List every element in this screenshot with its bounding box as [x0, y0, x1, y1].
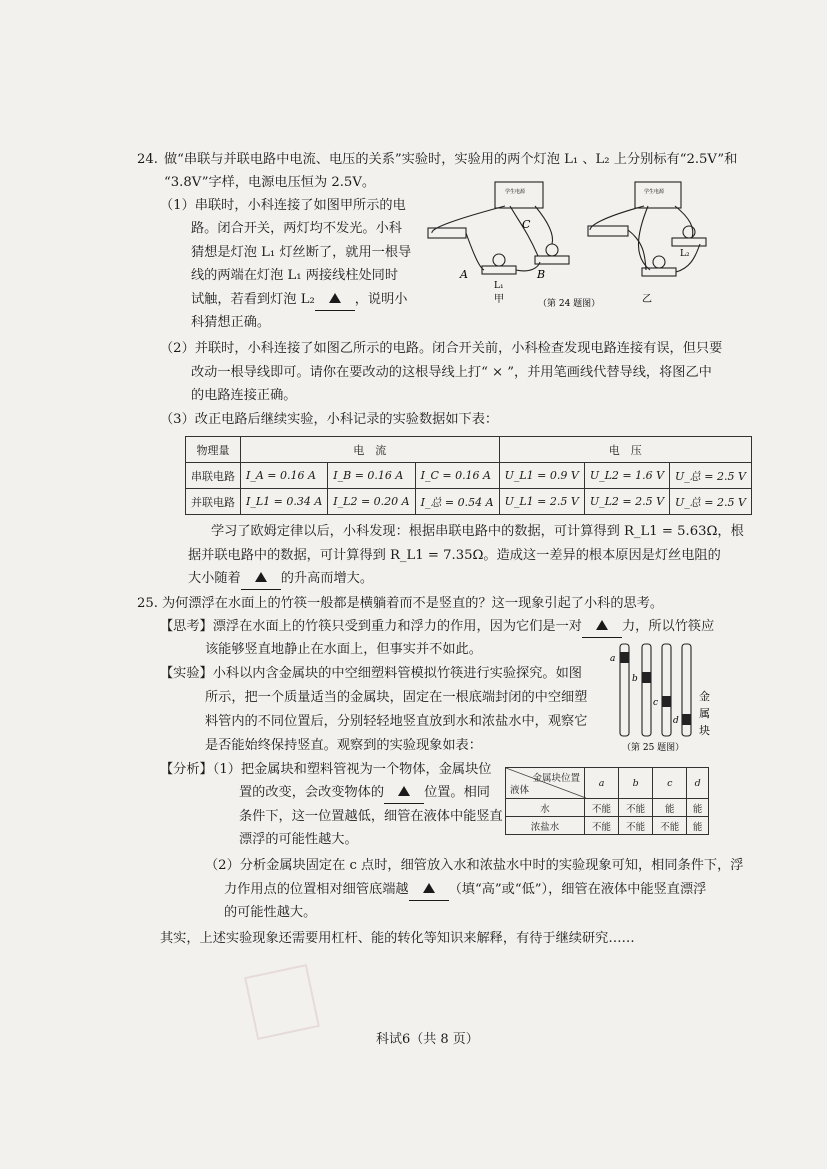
corner-bottom: 液体: [510, 785, 530, 796]
table-cell: 能: [687, 799, 709, 817]
table-row: [186, 489, 752, 515]
triangle-icon: [398, 786, 410, 796]
row-label: 串联电路: [186, 463, 241, 489]
label-lamp-l2: L₂: [680, 249, 690, 259]
col-header: d: [687, 768, 709, 799]
table-row: [506, 799, 709, 817]
label-point-b: B: [537, 268, 546, 281]
q24-part1-line5: [191, 290, 408, 311]
row-label: 浓盐水: [506, 817, 585, 835]
side-label-3: 块: [699, 724, 710, 737]
table-cell: U_L1 = 2.5 V: [499, 489, 584, 515]
q24-part2-line3: 的电路连接正确。: [191, 388, 297, 403]
label-meter-jia: 学生电源: [505, 189, 526, 195]
q24-after-line1: 学习了欧姆定律以后，小科发现：根据串联电路中的数据，可计算得到 R_L1 = 5.63Ω，根: [211, 524, 744, 539]
table-cell: U_L1 = 0.9 V: [499, 463, 584, 489]
metal-block-b: [642, 672, 651, 683]
figure25-caption: （第 25 题图）: [622, 743, 685, 753]
q24-after-line3: [188, 569, 373, 590]
label-b: b: [632, 674, 638, 684]
q24-part1-line5-b: ，说明小: [354, 292, 408, 307]
table-cell: 不能: [653, 817, 687, 835]
label-meter-yi: 学生电源: [644, 189, 665, 195]
answer-blank[interactable]: [582, 617, 622, 638]
q24-part3-line1: （3）改正电路后继续实验，小科记录的实验数据如下表：: [160, 412, 499, 427]
q25-stem: 为何漂浮在水面上的竹筷一般都是横躺着而不是竖直的？这一现象引起了小科的思考。: [162, 596, 664, 611]
table-cell: 不能: [585, 817, 619, 835]
watermark-stamp: [244, 964, 320, 1040]
table-header-row: [506, 768, 709, 799]
side-label-2: 属: [699, 707, 710, 720]
q24-after-line3-b: 的升高而增大。: [280, 571, 374, 586]
answer-blank[interactable]: [315, 290, 355, 311]
q25-ana2-line2-a: 力作用点的位置相对细管底端越: [224, 882, 409, 897]
table-cell: I_总 = 0.54 A: [415, 489, 499, 515]
q25-result-table: [505, 767, 709, 835]
label-a: a: [610, 654, 616, 664]
q24-stem-line1: 做“串联与并联电路中电流、电压的关系”实验时，实验用的两个灯泡 L₁ 、L₂ 上分别标有“2.5V”和: [164, 152, 738, 167]
q24-part1-line6: 科猜想正确。: [191, 315, 271, 330]
table-cell: 不能: [619, 817, 653, 835]
q25-think-line1: [160, 617, 714, 638]
q25-ana-line4: 漂浮的可能性越大。: [239, 832, 358, 847]
triangle-icon: [255, 572, 267, 582]
q25-exp-line2: 所示，把一个质量适当的金属块，固定在一根底端封闭的中空细塑: [205, 690, 588, 705]
table-header-row: [186, 437, 752, 463]
q25-think-line1-a: 【思考】漂浮在水面上的竹筷只受到重力和浮力的作用，因为它们是一对: [160, 619, 582, 634]
table-cell: I_L2 = 0.20 A: [328, 489, 415, 515]
tube-b: [642, 644, 651, 736]
header-cell: 物理量: [186, 437, 241, 463]
table-cell: 能: [687, 817, 709, 835]
table-cell: I_L1 = 0.34 A: [241, 489, 328, 515]
table-cell: I_A = 0.16 A: [241, 463, 328, 489]
header-cell: 电 流: [241, 437, 500, 463]
table-cell: U_总 = 2.5 V: [670, 489, 752, 515]
metal-block-d: [682, 714, 691, 725]
header-cell: 电 压: [499, 437, 751, 463]
table-cell: 能: [653, 799, 687, 817]
answer-blank[interactable]: [241, 569, 281, 590]
q25-ana2-line2: [224, 880, 706, 901]
table-cell: U_L2 = 2.5 V: [584, 489, 669, 515]
row-label: 水: [506, 799, 585, 817]
q25-number: 25.: [137, 596, 158, 611]
q25-ana-line2-a: 置的改变，会改变物体的: [239, 785, 385, 800]
q25-ana2-line2-b: （填“高”或“低”），细管在液体中能竖直漂浮: [448, 882, 707, 897]
q25-exp-line1: 【实验】小科以内含金属块的中空细塑料管模拟竹筷进行实验探究。如图: [160, 666, 582, 681]
label-d: d: [673, 716, 679, 726]
power-supply-jia: [495, 182, 543, 208]
q25-think-line1-b: 力，所以竹筷应: [622, 619, 715, 634]
triangle-icon: [596, 620, 608, 630]
triangle-icon: [423, 883, 435, 893]
table-cell: I_C = 0.16 A: [415, 463, 499, 489]
col-header: a: [585, 768, 619, 799]
col-header: c: [653, 768, 687, 799]
q25-ana-line1: 【分析】（1）把金属块和塑料管视为一个物体，金属块位: [160, 762, 492, 777]
table-cell: 不能: [585, 799, 619, 817]
q25-closing: 其实，上述实验现象还需要用杠杆、能的转化等知识来解释，有待于继续研究……: [160, 931, 635, 946]
q24-part1-line5-a: 试触，若看到灯泡 L₂: [191, 292, 315, 307]
q24-part1-line2: 路。闭合开关，两灯均不发光。小科: [191, 221, 402, 236]
table-cell: U_总 = 2.5 V: [670, 463, 752, 489]
table-cell: 不能: [619, 799, 653, 817]
figure24-caption: （第 24 题图）: [538, 299, 601, 309]
tube-c: [662, 644, 671, 736]
label-point-c: C: [522, 218, 531, 231]
q24-number: 24.: [137, 152, 158, 167]
q25-ana2-line3: 的可能性越大。: [224, 905, 317, 920]
power-supply-yi: [635, 182, 681, 208]
q25-ana2-line1: （2）分析金属块固定在 c 点时，细管放入水和浓盐水中时的实验现象可知，相同条件下，浮: [205, 858, 744, 873]
side-label-1: 金: [699, 690, 710, 703]
table-cell: U_L2 = 1.6 V: [584, 463, 669, 489]
table-cell: I_B = 0.16 A: [328, 463, 415, 489]
col-header: b: [619, 768, 653, 799]
triangle-icon: [329, 293, 341, 303]
metal-block-c: [662, 696, 671, 707]
q24-after-line2: 据并联电路中的数据，可计算得到 R_L1 = 7.35Ω。造成这一差异的根本原因是灯丝电阻的: [188, 548, 721, 563]
metal-block-a: [620, 652, 629, 663]
q25-exp-line3: 料管内的不同位置后，分别轻轻地竖直放到水和浓盐水中，观察它: [205, 714, 588, 729]
q24-data-table: [185, 436, 752, 515]
q24-stem-line2: “3.8V”字样，电源电压恒为 2.5V。: [164, 175, 376, 190]
label-lamp-l1: L₁: [494, 281, 504, 291]
label-yi: 乙: [642, 294, 652, 305]
table-row: [506, 817, 709, 835]
q25-ana-line3: 条件下，这一位置越低，细管在液体中能竖直: [239, 809, 503, 824]
answer-blank[interactable]: [409, 880, 449, 901]
q25-ana-line2: [239, 783, 490, 804]
page-footer: 科试6（共 8 页）: [376, 1032, 479, 1047]
label-c: c: [653, 698, 659, 708]
q24-part2-line2: 改动一根导线即可。请你在要改动的这根导线上打“ × ”，并用笔画线代替导线，将图乙中: [191, 365, 712, 380]
q24-circuit-figure: [420, 178, 720, 318]
answer-blank[interactable]: [384, 783, 424, 804]
q24-after-line3-a: 大小随着: [188, 571, 241, 586]
label-point-a: A: [460, 268, 468, 281]
q24-part1-line1: （1）串联时，小科连接了如图甲所示的电: [160, 198, 406, 213]
q24-part1-line3: 猜想是灯泡 L₁ 灯丝断了，就用一根导: [191, 245, 412, 260]
row-label: 并联电路: [186, 489, 241, 515]
q25-tube-figure: [608, 640, 718, 755]
table-row: [186, 463, 752, 489]
q24-part1-line4: 线的两端在灯泡 L₁ 两接线柱处同时: [191, 268, 399, 283]
q24-part2-line1: （2）并联时，小科连接了如图乙所示的电路。闭合开关前，小科检查发现电路连接有误，但只要: [160, 341, 723, 356]
label-jia: 甲: [494, 294, 504, 305]
q25-exp-line4: 是否能始终保持竖直。观察到的实验现象如表：: [205, 738, 482, 753]
q25-think-line2: 该能够竖直地静止在水面上，但事实并不如此。: [205, 642, 482, 657]
q25-ana-line2-b: 位置。相同: [424, 785, 490, 800]
corner-top: 金属块位置: [532, 773, 580, 784]
corner-cell: [506, 768, 585, 799]
